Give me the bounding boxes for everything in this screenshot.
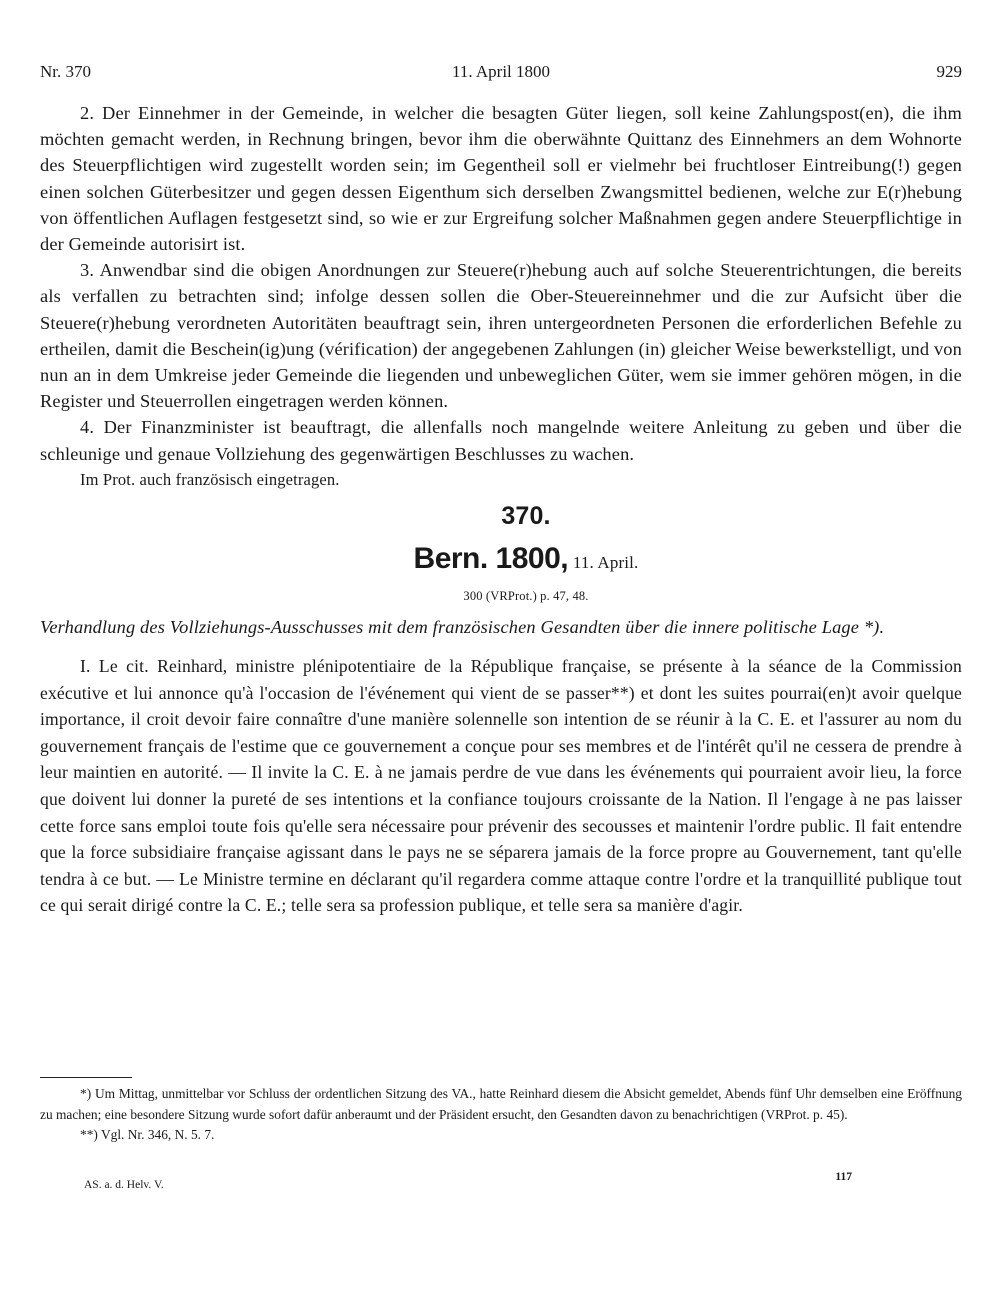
document-place: Bern. 1800, [413, 542, 569, 576]
main-text [40, 100, 962, 919]
footnote-2: **) Vgl. Nr. 346, N. 5. 7. [80, 1127, 215, 1142]
page-footer [40, 1168, 962, 1191]
paragraph-4: 4. Der Finanzminister ist beauftragt, die allenfalls noch mangelnde weitere Anleitung zu geben und über die schleunige und genaue Vollziehung des gegenwärtigen Beschlusses zu wachen. [40, 417, 962, 464]
footnote-divider [40, 1077, 132, 1078]
running-header [40, 62, 962, 86]
footer-signature-mark: AS. a. d. Helv. V. [84, 1179, 164, 1191]
footnote-1: *) Um Mittag, unmittelbar vor Schluss der ordentlichen Sitzung des VA., hatte Reinhard diesem die Absicht gemeldet, Abends fünf Uhr demselben eine Eröffnung zu machen; eine besondere Sitzung wurde sofort dafür anberaumt und der Präsident ersucht, den Gesandten davon zu benachrichtigen (VRProt. p. 45). [40, 1086, 962, 1122]
document-number: 370. [501, 502, 551, 531]
footer-sheet-number: 117 [835, 1171, 852, 1183]
protocol-note: Im Prot. auch französisch eingetragen. [80, 469, 340, 489]
footnotes [40, 1077, 962, 1146]
header-doc-number: Nr. 370 [40, 62, 91, 81]
document-source: 300 (VRProt.) p. 47, 48. [463, 589, 589, 604]
header-page-number: 929 [936, 62, 962, 81]
document-place-date [90, 539, 962, 583]
document-text: I. Le cit. Reinhard, ministre plénipotentiaire de la République française, se présente à la séance de la Commission exécutive et lui annonce qu'à l'occasion de l'événement qui vient de se passer**) et dont les suites pourrai(en)t avoir quelque importance, il croit devoir faire connaître d'une manière solennelle son intention de se réunir à la C. E. et l'assurer au nom du gouvernement français de l'estime que ce gouvernement a conçue pour ses membres et de l'intérêt qu'il ne cessera de prendre à leur maintien en autorité. — Il invite la C. E. à ne jamais perdre de vue dans les événements qui pourraient avoir lieu, la force que doivent lui donner la pureté de ses intentions et la confiance toujours croissante de la Nation. Il l'engage à ne pas laisser cette force sans emploi toute fois qu'elle sera nécessaire pour prévenir des secousses et maintenir l'ordre public. Il fait entendre que la force subsidiaire française agissant dans le pays ne se séparera jamais de la force propre au Gouvernement, tant qu'elle tendra à ce but. — Le Ministre termine en déclarant qu'il regardera comme attaque contre l'ordre et la tranquillité publique tout ce qui serait dirigé contre la C. E.; telle sera sa profession publique, et telle sera sa manière d'agir. [40, 656, 962, 916]
header-date: 11. April 1800 [451, 62, 551, 81]
paragraph-3: 3. Anwendbar sind die obigen Anordnungen zur Steuere(r)hebung auch auf solche Steuerentrichtungen, die bereits als verfallen zu betrachten sind; infolge dessen sollen die Ober-Steuereinnehmer und die zur Aufsicht über die Steuere(r)hebung verordneten Autoritäten beauftragt sein, ihren untergeordneten Personen die erforderlichen Befehle zu ertheilen, damit die Beschein(ig)ung (vérification) der angegebenen Zahlungen (in) gleicher Weise bewerkstelligt, und von nun an in dem Umkreise jeder Gemeinde die liegenden und unbeweglichen Güter, wem sie immer gehören mögen, in die Register und Steuerrollen eingetragen werden können. [40, 260, 962, 412]
document-date: 11. April. [572, 553, 639, 573]
document-heading: Verhandlung des Vollziehungs-Ausschusses mit dem französischen Gesandten über die innere politische Lage *). [40, 617, 885, 638]
paragraph-2: 2. Der Einnehmer in der Gemeinde, in welcher die besagten Güter liegen, soll keine Zahlungspost(en), die ihm möchten gemacht werden, in Rechnung bringen, bevor ihm die oberwähnte Quittanz des Einnehmers an dem Wohnorte des Steuerpflichtigen wird zugestellt worden sein; im Gegentheil soll er vielmehr bei fruchtloser Eintreibung(!) gegen einen solchen Güterbesitzer und gegen dessen Eigenthum sich derselben Zwangsmittel bedienen, welche zur E(r)hebung von öffentlichen Auflagen festgesetzt sind, so wie er zur Ergreifung solcher Maßnahmen gegen andere Steuerpflichtige in der Gemeinde autorisirt ist. [40, 103, 962, 255]
